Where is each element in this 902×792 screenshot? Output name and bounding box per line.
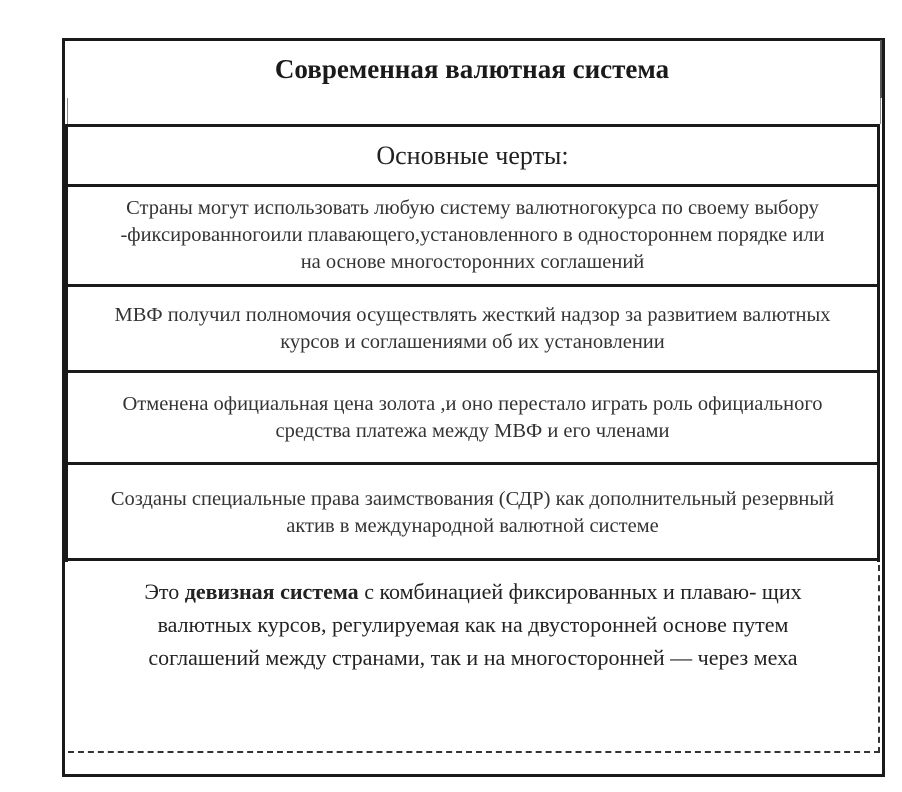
definition-prefix: Это bbox=[144, 579, 185, 604]
definition-emphasis: девизная система bbox=[184, 579, 359, 604]
diagram-title: Современная валютная система bbox=[64, 40, 882, 98]
definition-box bbox=[68, 565, 880, 753]
feature-item-3: Отменена официальная цена золота ,и оно перестало играть роль официального средства платежа между МВФ и его членами bbox=[68, 373, 877, 465]
connector-left bbox=[67, 98, 68, 124]
feature-item-2: МВФ получил полномочия осуществлять жесткий надзор за развитием валютных курсов и соглашениями об их установлении bbox=[68, 287, 877, 373]
definition-rest: с комбинацией фиксированных и плаваю- щих валютных курсов, регулируемая как на двусторонней основе путем соглашений между странами, так и на многосторонней — через меха bbox=[148, 579, 802, 670]
feature-item-1: Страны могут использовать любую систему валютногокурса по своему выбору -фиксированногоили плавающего,установленного в одностороннем порядке или на основе многосторонних соглашений bbox=[68, 187, 877, 287]
feature-item-4: Созданы специальные права заимствования (СДР) как дополнительный резервный актив в международной валютной системе bbox=[110, 488, 835, 537]
features-bottom-border bbox=[65, 558, 880, 561]
connector-right bbox=[880, 98, 881, 124]
features-header: Основные черты: bbox=[68, 127, 877, 187]
